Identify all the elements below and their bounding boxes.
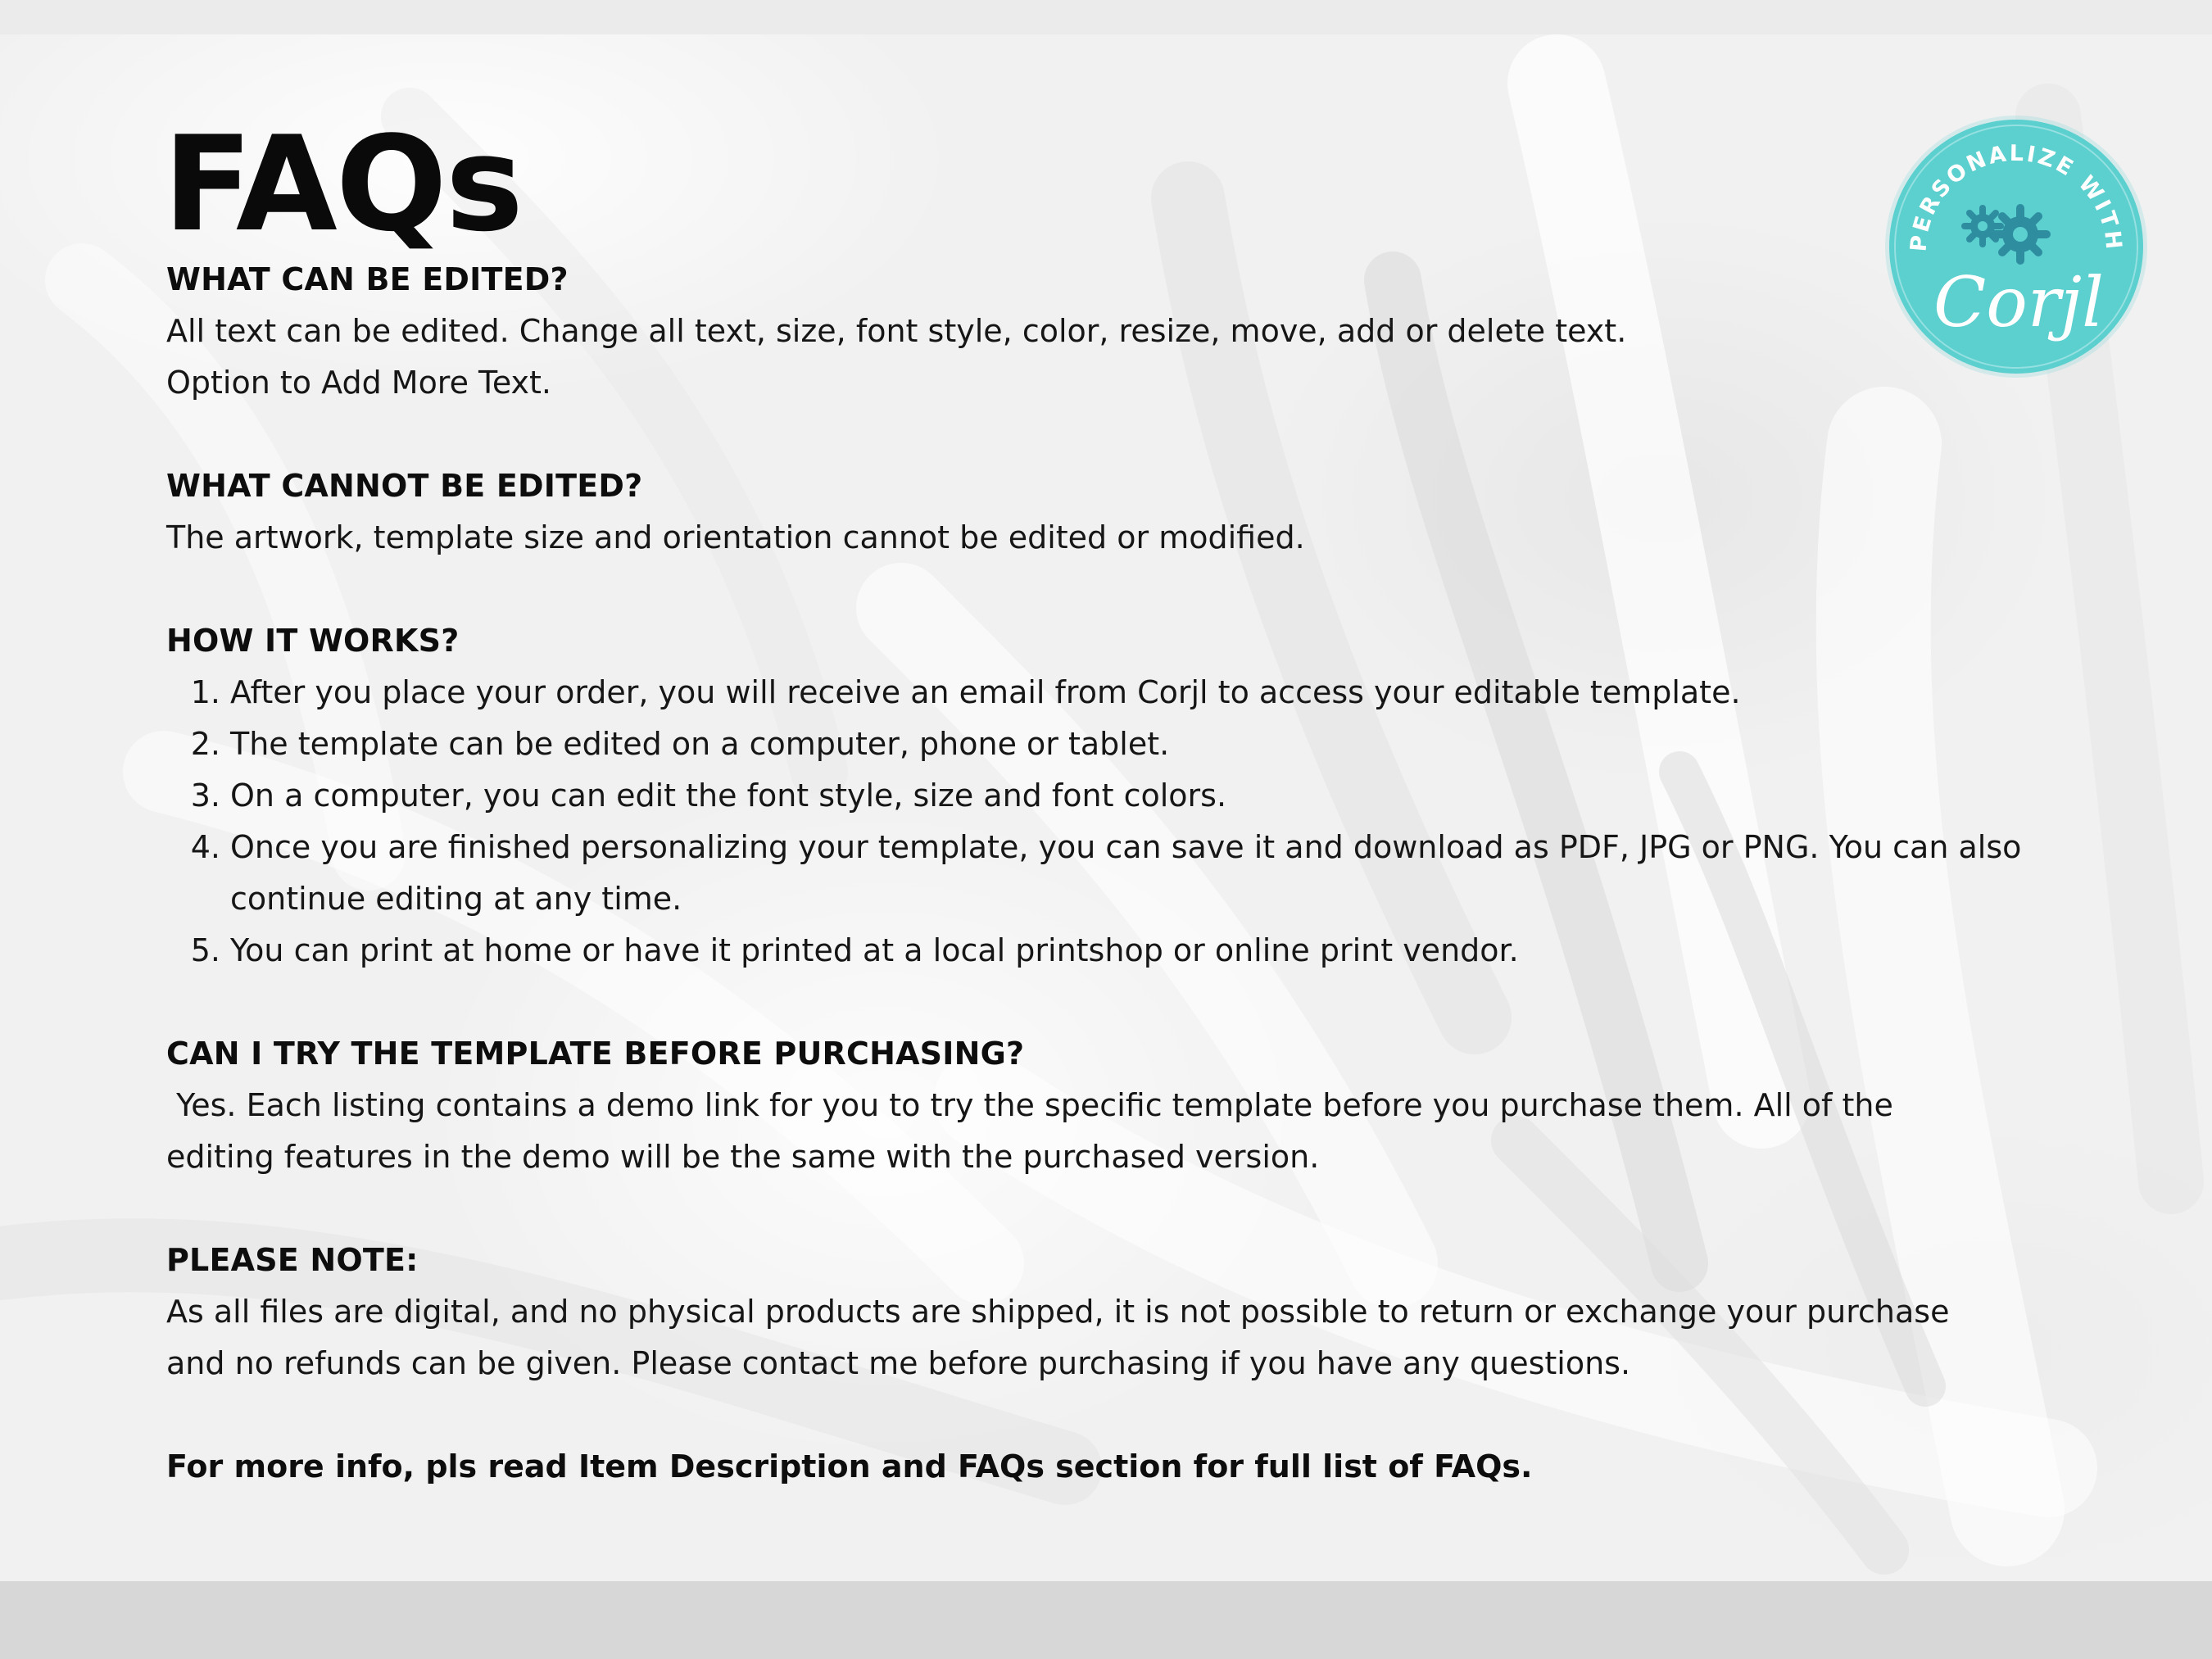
step-number: 5.: [190, 932, 220, 968]
step-number: 2.: [190, 726, 220, 762]
list-item: [166, 667, 2051, 718]
how-it-works-steps: [166, 667, 2051, 977]
heading-how-it-works: HOW IT WORKS?: [166, 623, 460, 659]
top-band: [0, 0, 2212, 34]
heading-what-can-be-edited: WHAT CAN BE EDITED?: [166, 261, 569, 297]
heading-what-cannot-be-edited: WHAT CANNOT BE EDITED?: [166, 468, 643, 504]
edit-line-1: All text can be edited. Change all text, size, font style, color, resize, move, add or delete text.: [166, 313, 1627, 349]
heading-please-note: PLEASE NOTE:: [166, 1242, 419, 1278]
step-number: 1.: [190, 674, 220, 710]
faq-page: [0, 34, 2212, 1581]
step-text: Once you are finished personalizing your template, you can save it and download as PDF, JPG or PNG. You can also continue editing at any time.: [230, 829, 2022, 917]
heading-can-i-try: CAN I TRY THE TEMPLATE BEFORE PURCHASING?: [166, 1036, 1025, 1072]
list-item: [166, 718, 2051, 770]
faq-content: [163, 107, 2051, 1493]
page-title: FAQs: [163, 107, 523, 261]
step-text: The template can be edited on a computer, phone or tablet.: [230, 726, 1170, 762]
corjl-badge: [1881, 111, 2151, 382]
list-item: [166, 770, 2051, 822]
step-number: 3.: [190, 777, 220, 814]
step-number: 4.: [190, 829, 220, 865]
try-text: Yes. Each listing contains a demo link for you to try the specific template before you purchase them. All of the editing features in the demo will be the same with the purchased version.: [166, 1087, 1903, 1175]
badge-brand: Corjl: [1933, 262, 2104, 342]
step-text: After you place your order, you will receive an email from Corjl to access your editable template.: [230, 674, 1741, 710]
note-text: As all files are digital, and no physical products are shipped, it is not possible to return or exchange your purchase and no refunds can be given. Please contact me before purchasing if you have any questions.: [166, 1294, 1950, 1381]
step-text: On a computer, you can edit the font style, size and font colors.: [230, 777, 1227, 814]
badge-arc-text: PERSONALIZE WITH: [1906, 140, 2127, 253]
cannot-line-1: The artwork, template size and orientation cannot be edited or modified.: [166, 519, 1305, 555]
list-item: [166, 925, 2051, 977]
list-item: [166, 822, 2051, 925]
edit-line-2: Option to Add More Text.: [166, 365, 551, 401]
bottom-band: [0, 1581, 2212, 1659]
footer-note: For more info, pls read Item Description and FAQs section for full list of FAQs.: [166, 1448, 1533, 1484]
step-text: You can print at home or have it printed at a local printshop or online print vendor.: [230, 932, 1519, 968]
